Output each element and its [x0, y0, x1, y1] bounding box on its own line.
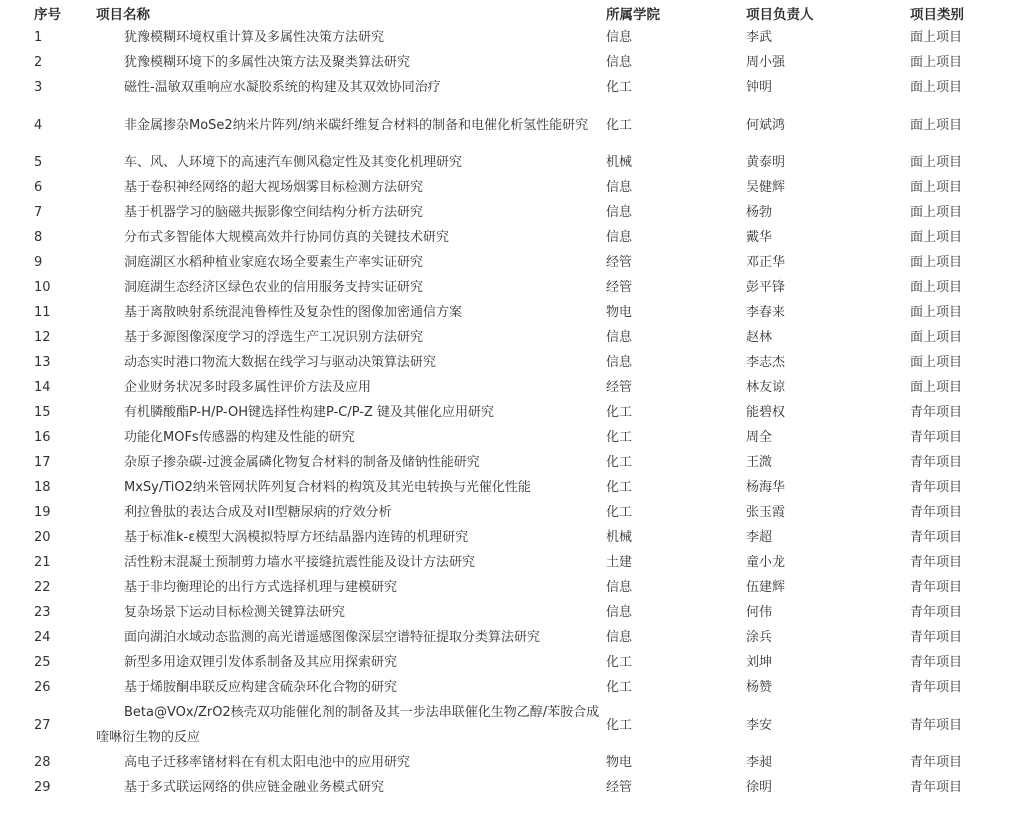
- row-type: 面上项目: [910, 380, 963, 395]
- row-type: 青年项目: [910, 655, 963, 670]
- row-index: 6: [34, 180, 43, 195]
- row-college: 化工: [606, 430, 633, 445]
- row-leader: 杨勃: [746, 205, 773, 220]
- project-name-text: 非金属掺杂MoSe2纳米片阵列/纳米碳纤维复合材料的制备和电催化析氢性能研究: [124, 117, 589, 133]
- row-index: 22: [34, 580, 51, 595]
- row-leader: 彭平锋: [746, 280, 786, 295]
- project-name-text: 基于机器学习的脑磁共振影像空间结构分析方法研究: [124, 205, 424, 220]
- row-college: 信息: [606, 230, 633, 245]
- row-type: 面上项目: [910, 30, 963, 45]
- project-name-text: 犹豫模糊环境权重计算及多属性决策方法研究: [124, 30, 385, 45]
- row-college: 信息: [606, 605, 633, 620]
- row-college: 经管: [606, 780, 633, 795]
- table-row: [8, 400, 1008, 425]
- row-project-name: [96, 400, 606, 425]
- row-leader: 李武: [746, 30, 773, 45]
- row-index: 14: [34, 380, 51, 395]
- row-project-name: [96, 300, 606, 325]
- table-row: [8, 450, 1008, 475]
- row-leader: 能碧权: [746, 405, 786, 420]
- row-college: 物电: [606, 305, 633, 320]
- table-row: [8, 475, 1008, 500]
- row-leader: 李昶: [746, 755, 773, 770]
- row-leader: 涂兵: [746, 630, 773, 645]
- project-name-text: 分布式多智能体大规模高效并行协同仿真的关键技术研究: [124, 230, 450, 245]
- row-index: 2: [34, 55, 43, 70]
- table-row: [8, 775, 1008, 800]
- row-type: 青年项目: [910, 405, 963, 420]
- project-name-text: 洞庭湖生态经济区绿色农业的信用服务支持实证研究: [124, 280, 424, 295]
- row-college: 机械: [606, 530, 633, 545]
- project-name-text: 新型多用途双锂引发体系制备及其应用探索研究: [124, 655, 398, 670]
- row-leader: 杨海华: [746, 480, 786, 495]
- row-project-name: [96, 625, 606, 650]
- row-college: 化工: [606, 455, 633, 470]
- row-leader: 戴华: [746, 230, 773, 245]
- row-leader: 杨赞: [746, 680, 773, 695]
- table-row: [8, 200, 1008, 225]
- row-type: 青年项目: [910, 430, 963, 445]
- row-leader: 童小龙: [746, 555, 786, 570]
- row-project-name: [96, 25, 606, 50]
- header-leader: 项目负责人: [746, 6, 814, 23]
- row-type: 面上项目: [910, 255, 963, 270]
- row-project-name: [96, 325, 606, 350]
- header-project-name: 项目名称: [96, 6, 150, 23]
- project-name-text: 功能化MOFs传感器的构建及性能的研究: [124, 430, 355, 445]
- row-leader: 邓正华: [746, 255, 786, 270]
- row-project-name: [96, 425, 606, 450]
- row-leader: 钟明: [746, 80, 773, 95]
- table-row: [8, 700, 1008, 750]
- row-college: 信息: [606, 330, 633, 345]
- project-name-text: 基于非均衡理论的出行方式选择机理与建模研究: [124, 580, 398, 595]
- row-type: 面上项目: [910, 205, 963, 220]
- row-type: 面上项目: [910, 117, 963, 133]
- row-index: 29: [34, 780, 51, 795]
- row-project-name: [96, 775, 606, 800]
- row-college: 化工: [606, 680, 633, 695]
- row-college: 化工: [606, 480, 633, 495]
- row-project-name: [96, 600, 606, 625]
- table-row: [8, 325, 1008, 350]
- row-project-name: [96, 50, 606, 75]
- row-leader: 张玉霞: [746, 505, 786, 520]
- row-project-name: [96, 200, 606, 225]
- row-leader: 李春来: [746, 305, 786, 320]
- row-type: 面上项目: [910, 305, 963, 320]
- row-type: 面上项目: [910, 55, 963, 70]
- row-index: 1: [34, 30, 43, 45]
- row-project-name: [96, 450, 606, 475]
- project-name-text: 动态实时港口物流大数据在线学习与驱动决策算法研究: [124, 355, 437, 370]
- project-name-text: 基于卷积神经网络的超大视场烟雾目标检测方法研究: [124, 180, 424, 195]
- project-name-text: 基于标准k-ε模型大涡模拟特厚方坯结晶器内连铸的机理研究: [124, 530, 469, 545]
- table-row: [8, 25, 1008, 50]
- table-row: [8, 350, 1008, 375]
- row-index: 3: [34, 80, 43, 95]
- row-index: 20: [34, 530, 51, 545]
- row-college: 经管: [606, 255, 633, 270]
- row-leader: 何斌鸿: [746, 117, 786, 133]
- table-row: [8, 150, 1008, 175]
- row-college: 信息: [606, 55, 633, 70]
- project-name-text: 复杂场景下运动目标检测关键算法研究: [124, 605, 346, 620]
- table-row: [8, 250, 1008, 275]
- project-name-text: 活性粉末混凝土预制剪力墙水平接缝抗震性能及设计方法研究: [124, 555, 476, 570]
- row-index: 25: [34, 655, 51, 670]
- table-row: [8, 375, 1008, 400]
- row-type: 面上项目: [910, 155, 963, 170]
- row-index: 17: [34, 455, 51, 470]
- row-leader: 黄泰明: [746, 155, 786, 170]
- row-index: 16: [34, 430, 51, 445]
- row-college: 化工: [606, 80, 633, 95]
- project-name-text: MxSy/TiO2纳米管网状阵列复合材料的构筑及其光电转换与光催化性能: [124, 480, 531, 495]
- row-college: 物电: [606, 755, 633, 770]
- row-type: 面上项目: [910, 230, 963, 245]
- row-type: 青年项目: [910, 505, 963, 520]
- row-college: 信息: [606, 355, 633, 370]
- row-project-name: [96, 700, 606, 750]
- table-row: [8, 525, 1008, 550]
- project-name-text: 基于烯胺酮串联反应构建含硫杂环化合物的研究: [124, 680, 398, 695]
- table-row: [8, 625, 1008, 650]
- project-name-text: 有机膦酸酯P-H/P-OH键选择性构建P-C/P-Z 键及其催化应用研究: [124, 405, 494, 420]
- row-type: 面上项目: [910, 280, 963, 295]
- row-leader: 伍建辉: [746, 580, 786, 595]
- row-project-name: [96, 550, 606, 575]
- row-college: 信息: [606, 205, 633, 220]
- row-type: 青年项目: [910, 717, 963, 733]
- row-project-name: [96, 275, 606, 300]
- table-header-row: [8, 0, 1008, 25]
- row-college: 化工: [606, 505, 633, 520]
- project-name-text: 面向湖泊水域动态监测的高光谱遥感图像深层空谱特征提取分类算法研究: [124, 630, 541, 645]
- row-type: 面上项目: [910, 180, 963, 195]
- table-row: [8, 675, 1008, 700]
- row-college: 土建: [606, 555, 633, 570]
- project-name-text: 基于离散映射系统混沌鲁棒性及复杂性的图像加密通信方案: [124, 305, 463, 320]
- row-college: 经管: [606, 280, 633, 295]
- row-project-name: [96, 575, 606, 600]
- table-row: [8, 550, 1008, 575]
- project-name-text: 犹豫模糊环境下的多属性决策方法及聚类算法研究: [124, 55, 411, 70]
- row-leader: 林友谅: [746, 380, 786, 395]
- row-type: 面上项目: [910, 330, 963, 345]
- row-index: 10: [34, 280, 51, 295]
- row-project-name: [96, 350, 606, 375]
- row-index: 27: [34, 717, 51, 733]
- project-name-text: 利拉鲁肽的表达合成及对II型糖尿病的疗效分析: [124, 505, 392, 520]
- project-name-text: 基于多式联运网络的供应链金融业务模式研究: [124, 780, 385, 795]
- row-project-name: [96, 225, 606, 250]
- header-type: 项目类别: [910, 6, 964, 23]
- row-project-name: [96, 375, 606, 400]
- row-type: 青年项目: [910, 455, 963, 470]
- row-type: 面上项目: [910, 355, 963, 370]
- row-college: 化工: [606, 117, 633, 133]
- row-college: 经管: [606, 380, 633, 395]
- row-project-name: [96, 675, 606, 700]
- table-row: [8, 100, 1008, 150]
- row-project-name: [96, 75, 606, 100]
- row-college: 化工: [606, 655, 633, 670]
- row-index: 11: [34, 305, 51, 320]
- project-name-text: 杂原子掺杂碳-过渡金属磷化物复合材料的制备及储钠性能研究: [124, 455, 480, 470]
- project-name-text: 企业财务状况多时段多属性评价方法及应用: [124, 380, 372, 395]
- project-name-text: 磁性-温敏双重响应水凝胶系统的构建及其双效协同治疗: [124, 80, 441, 95]
- row-project-name: [96, 150, 606, 175]
- row-project-name: [96, 475, 606, 500]
- row-leader: 刘坤: [746, 655, 773, 670]
- row-project-name: [96, 250, 606, 275]
- row-college: 信息: [606, 30, 633, 45]
- row-index: 8: [34, 230, 43, 245]
- table-row: [8, 225, 1008, 250]
- table-row: [8, 75, 1008, 100]
- project-name-text: 洞庭湖区水稻种植业家庭农场全要素生产率实证研究: [124, 255, 424, 270]
- table-row: [8, 300, 1008, 325]
- row-index: 9: [34, 255, 43, 270]
- row-index: 19: [34, 505, 51, 520]
- table-row: [8, 275, 1008, 300]
- row-leader: 王溦: [746, 455, 773, 470]
- header-index: 序号: [34, 6, 61, 23]
- table-row: [8, 650, 1008, 675]
- table-row: [8, 600, 1008, 625]
- table-row: [8, 500, 1008, 525]
- row-index: 4: [34, 117, 43, 133]
- row-index: 13: [34, 355, 51, 370]
- row-leader: 赵林: [746, 330, 773, 345]
- row-index: 18: [34, 480, 51, 495]
- row-type: 青年项目: [910, 780, 963, 795]
- project-name-text: 基于多源图像深度学习的浮选生产工况识别方法研究: [124, 330, 424, 345]
- row-type: 青年项目: [910, 530, 963, 545]
- row-type: 青年项目: [910, 680, 963, 695]
- project-name-text: 高电子迁移率锗材料在有机太阳电池中的应用研究: [124, 755, 411, 770]
- row-leader: 李超: [746, 530, 773, 545]
- row-project-name: [96, 100, 606, 150]
- row-leader: 吴健辉: [746, 180, 786, 195]
- row-leader: 何伟: [746, 605, 773, 620]
- project-name-text: 车、风、人环境下的高速汽车侧风稳定性及其变化机理研究: [124, 155, 463, 170]
- row-college: 信息: [606, 180, 633, 195]
- row-leader: 李志杰: [746, 355, 786, 370]
- row-type: 面上项目: [910, 80, 963, 95]
- row-type: 青年项目: [910, 580, 963, 595]
- row-index: 7: [34, 205, 43, 220]
- table-row: [8, 50, 1008, 75]
- header-college: 所属学院: [606, 6, 660, 23]
- row-project-name: [96, 525, 606, 550]
- row-college: 信息: [606, 580, 633, 595]
- project-table: [8, 0, 1008, 800]
- row-college: 化工: [606, 717, 633, 733]
- row-index: 15: [34, 405, 51, 420]
- table-row: [8, 575, 1008, 600]
- row-index: 12: [34, 330, 51, 345]
- row-leader: 周全: [746, 430, 773, 445]
- row-college: 化工: [606, 405, 633, 420]
- row-type: 青年项目: [910, 480, 963, 495]
- row-project-name: [96, 750, 606, 775]
- table-row: [8, 175, 1008, 200]
- row-leader: 李安: [746, 717, 773, 733]
- row-index: 28: [34, 755, 51, 770]
- row-college: 信息: [606, 630, 633, 645]
- row-index: 23: [34, 605, 51, 620]
- table-row: [8, 425, 1008, 450]
- row-leader: 徐明: [746, 780, 773, 795]
- row-project-name: [96, 500, 606, 525]
- row-leader: 周小强: [746, 55, 786, 70]
- row-type: 青年项目: [910, 555, 963, 570]
- row-project-name: [96, 650, 606, 675]
- row-type: 青年项目: [910, 755, 963, 770]
- row-type: 青年项目: [910, 630, 963, 645]
- row-index: 24: [34, 630, 51, 645]
- row-college: 机械: [606, 155, 633, 170]
- row-index: 5: [34, 155, 43, 170]
- row-index: 21: [34, 555, 51, 570]
- row-type: 青年项目: [910, 605, 963, 620]
- row-index: 26: [34, 680, 51, 695]
- project-name-text: Beta@VOx/ZrO2核壳双功能催化剂的制备及其一步法串联催化生物乙醇/苯胺合成喹啉衍生物的反应: [96, 705, 600, 745]
- table-row: [8, 750, 1008, 775]
- table-body: [8, 25, 1008, 800]
- row-project-name: [96, 175, 606, 200]
